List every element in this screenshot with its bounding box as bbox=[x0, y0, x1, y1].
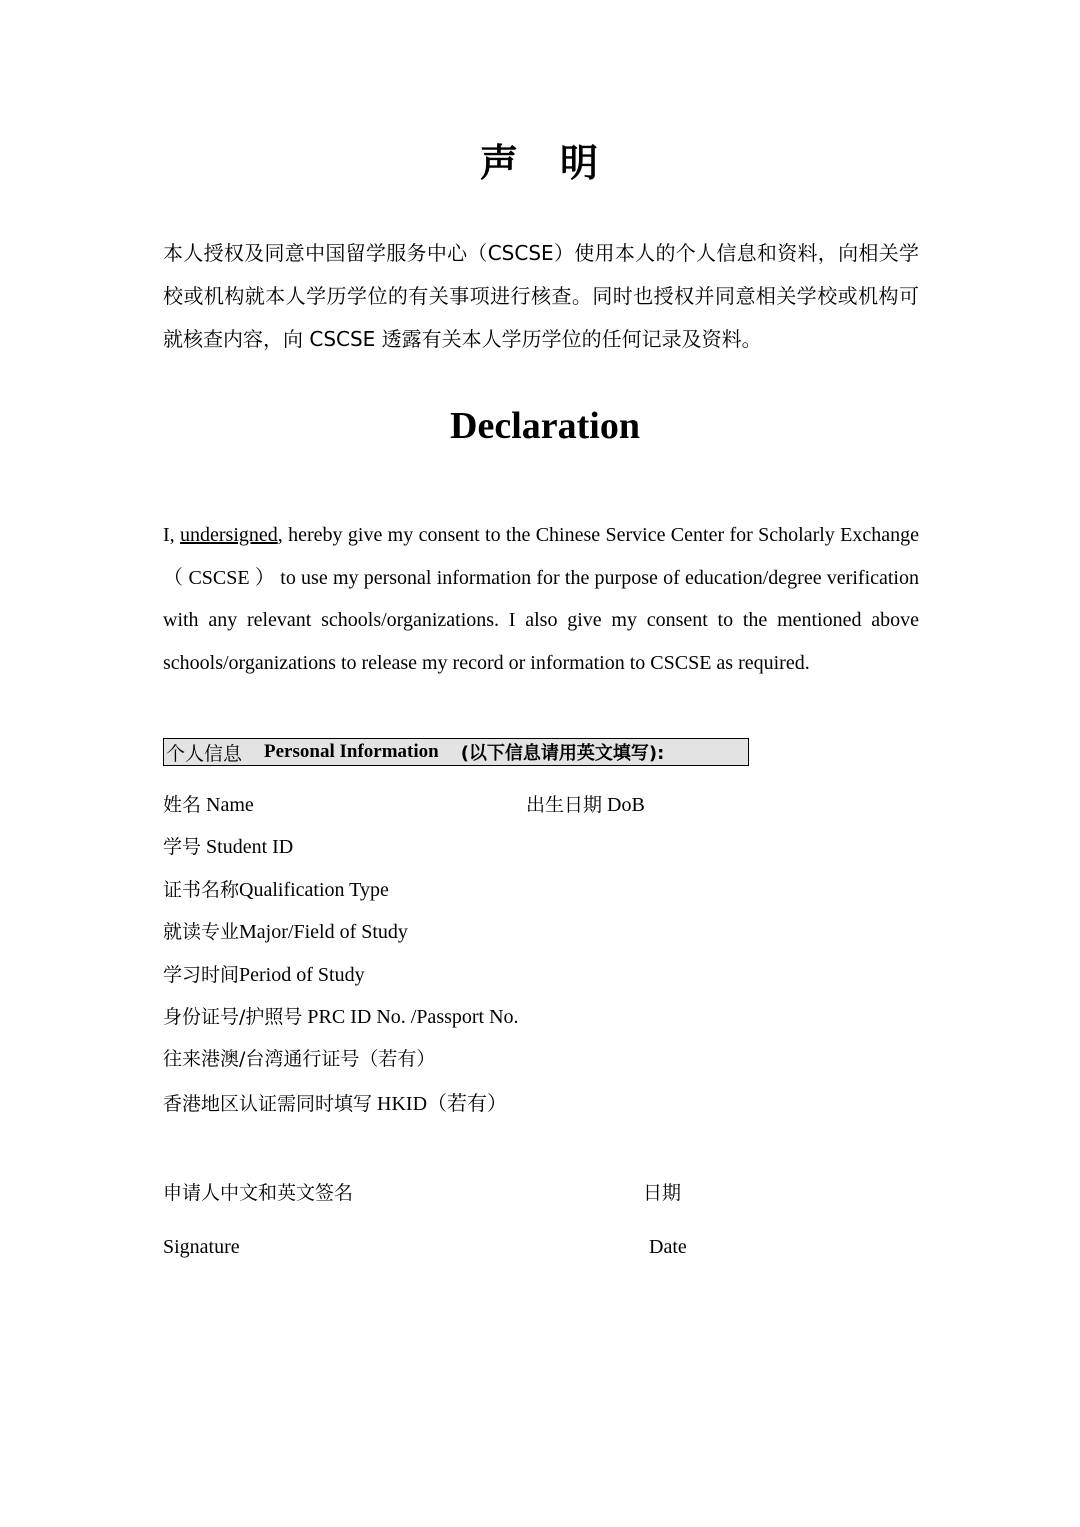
field-name-cn: 姓名 bbox=[163, 794, 202, 816]
field-student-id bbox=[163, 832, 293, 859]
signature-label-cn bbox=[163, 1178, 353, 1205]
field-period-en: Period of Study bbox=[239, 964, 365, 986]
english-title: Declaration bbox=[450, 405, 640, 447]
declaration-body: , hereby give my consent to the Chinese Service Center for Scholarly Exchange （ CSCSE ） to use my personal information for the purpose of education/degree verification with any relevant schools/organizations. I also give my consent to the mentioned above schools/organizations to release my record or information to CSCSE as required. bbox=[163, 524, 919, 674]
field-major-en: Major/Field of Study bbox=[239, 921, 408, 943]
info-header-cn: 个人信息 bbox=[166, 742, 243, 765]
field-student-id-cn: 学号 bbox=[163, 836, 202, 858]
field-id-passport bbox=[163, 1002, 519, 1029]
field-hkid-en: HKID（若有） bbox=[377, 1093, 508, 1115]
field-qualification-en: Qualification Type bbox=[239, 879, 389, 901]
declaration-prefix: I, bbox=[163, 524, 181, 546]
field-student-id-en: Student ID bbox=[206, 836, 294, 858]
signature-label-en: Signature bbox=[163, 1236, 240, 1258]
info-header-note: (以下信息请用英文填写): bbox=[460, 743, 665, 764]
info-header-en: Personal Information bbox=[264, 741, 439, 762]
field-qualification-cn: 证书名称 bbox=[163, 879, 240, 901]
english-declaration-paragraph bbox=[163, 514, 919, 684]
field-id-passport-en: PRC ID No. /Passport No. bbox=[307, 1006, 519, 1028]
personal-information-header bbox=[163, 738, 749, 766]
chinese-title: 声 明 bbox=[479, 141, 600, 185]
field-name-en: Name bbox=[206, 794, 254, 816]
field-hk-tw-permit-cn: 往来港澳/台湾通行证号（若有） bbox=[163, 1048, 436, 1070]
field-name bbox=[163, 790, 254, 817]
field-period-cn: 学习时间 bbox=[163, 964, 240, 986]
field-hkid bbox=[163, 1087, 507, 1116]
field-dob bbox=[526, 790, 645, 817]
undersigned-placeholder: undersigned bbox=[180, 524, 278, 546]
field-qualification-type bbox=[163, 875, 389, 902]
field-dob-en: DoB bbox=[607, 794, 645, 816]
signature-cn-text: 申请人中文和英文签名 bbox=[163, 1182, 354, 1204]
date-cn-text: 日期 bbox=[643, 1182, 682, 1204]
field-hk-tw-permit bbox=[163, 1044, 435, 1071]
field-dob-cn: 出生日期 bbox=[526, 794, 603, 816]
field-major-cn: 就读专业 bbox=[163, 921, 240, 943]
date-label-cn bbox=[643, 1178, 681, 1205]
field-hkid-cn: 香港地区认证需同时填写 bbox=[163, 1093, 373, 1115]
chinese-declaration-paragraph: 本人授权及同意中国留学服务中心（CSCSE）使用本人的个人信息和资料，向相关学校或机构就本人学历学位的有关事项进行核查。同时也授权并同意相关学校或机构可就核查内容，向 CSCSE 透露有关本人学历学位的任何记录及资料。 bbox=[163, 241, 919, 351]
date-label-en: Date bbox=[649, 1236, 687, 1258]
field-major bbox=[163, 917, 408, 944]
field-id-passport-cn: 身份证号/护照号 bbox=[163, 1006, 303, 1028]
field-period-of-study bbox=[163, 960, 365, 987]
